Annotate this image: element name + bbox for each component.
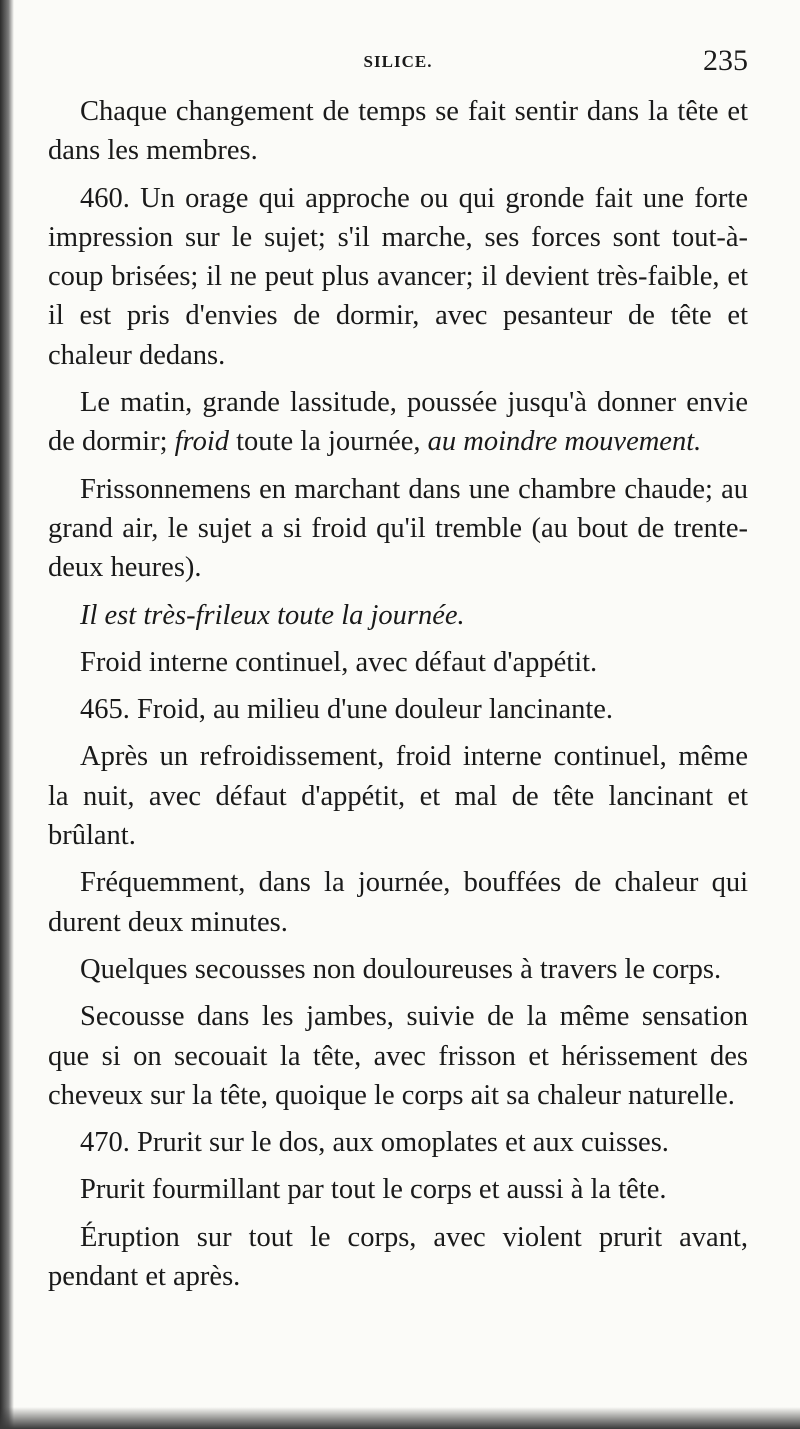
paragraph <box>48 92 748 171</box>
text-run: Quelques secousses non douloureuses à travers le corps. <box>80 953 722 985</box>
paragraph <box>48 863 748 942</box>
text-run: toute la journée, <box>229 426 428 458</box>
paragraph <box>48 1218 748 1297</box>
paragraph <box>48 950 748 989</box>
text-run: Frissonnemens en marchant dans une chambre chaude; au grand air, le sujet a si froid qu'il tremble (au bout de trente-deux heures). <box>48 473 748 584</box>
text-run: 460. Un orage qui approche ou qui gronde fait une forte impression sur le sujet; s'il marche, ses forces sont tout-à-coup brisées; il ne peut plus avancer; il devient très-faible, et il est pris d'envies de dormir, avec pesanteur de tête et chaleur dedans. <box>48 182 748 371</box>
paragraph <box>48 596 748 635</box>
text-run: Le matin, grande lassitude, poussée jusqu'à donner envie de dormir; <box>48 387 748 458</box>
paragraph <box>48 470 748 588</box>
text-run: 470. Prurit sur le dos, aux omoplates et aux cuisses. <box>80 1127 669 1159</box>
italic-text: Il est très-frileux toute la journée. <box>80 599 465 631</box>
running-title: SILICE. <box>363 52 433 71</box>
text-run: Éruption sur tout le corps, avec violent prurit avant, pendant et après. <box>48 1221 748 1293</box>
text-run: Fréquemment, dans la journée, bouffées de chaleur qui durent deux minutes. <box>48 867 748 938</box>
page-number: 235 <box>703 44 748 77</box>
paragraph <box>48 737 748 855</box>
paragraph <box>48 179 748 375</box>
page-gutter-shadow <box>0 0 14 1429</box>
paragraph <box>48 690 748 729</box>
page-header <box>48 44 748 80</box>
paragraph <box>48 1170 748 1209</box>
paragraph <box>48 1123 748 1162</box>
text-run: Prurit fourmillant par tout le corps et aussi à la tête. <box>80 1174 667 1206</box>
italic-text: froid <box>174 426 230 458</box>
text-run: 465. Froid, au milieu d'une douleur lancinante. <box>80 694 614 726</box>
body-text <box>48 92 748 1304</box>
text-run: Secousse dans les jambes, suivie de la même sensation que si on secouait la tête, avec frisson et hérissement des cheveux sur la tête, quoique le corps ait sa chaleur naturelle. <box>48 1001 748 1111</box>
text-run: Après un refroidissement, froid interne continuel, même la nuit, avec défaut d'appétit, et mal de tête lancinant et brûlant. <box>48 741 748 852</box>
paragraph <box>48 997 748 1115</box>
italic-text: au moindre mouvement. <box>427 426 702 458</box>
page-bottom-shadow <box>0 1407 800 1429</box>
text-run: Chaque changement de temps se fait sentir dans la tête et dans les membres. <box>48 96 748 167</box>
paragraph <box>48 383 748 462</box>
paragraph <box>48 643 748 682</box>
text-run: Froid interne continuel, avec défaut d'appétit. <box>80 646 598 678</box>
